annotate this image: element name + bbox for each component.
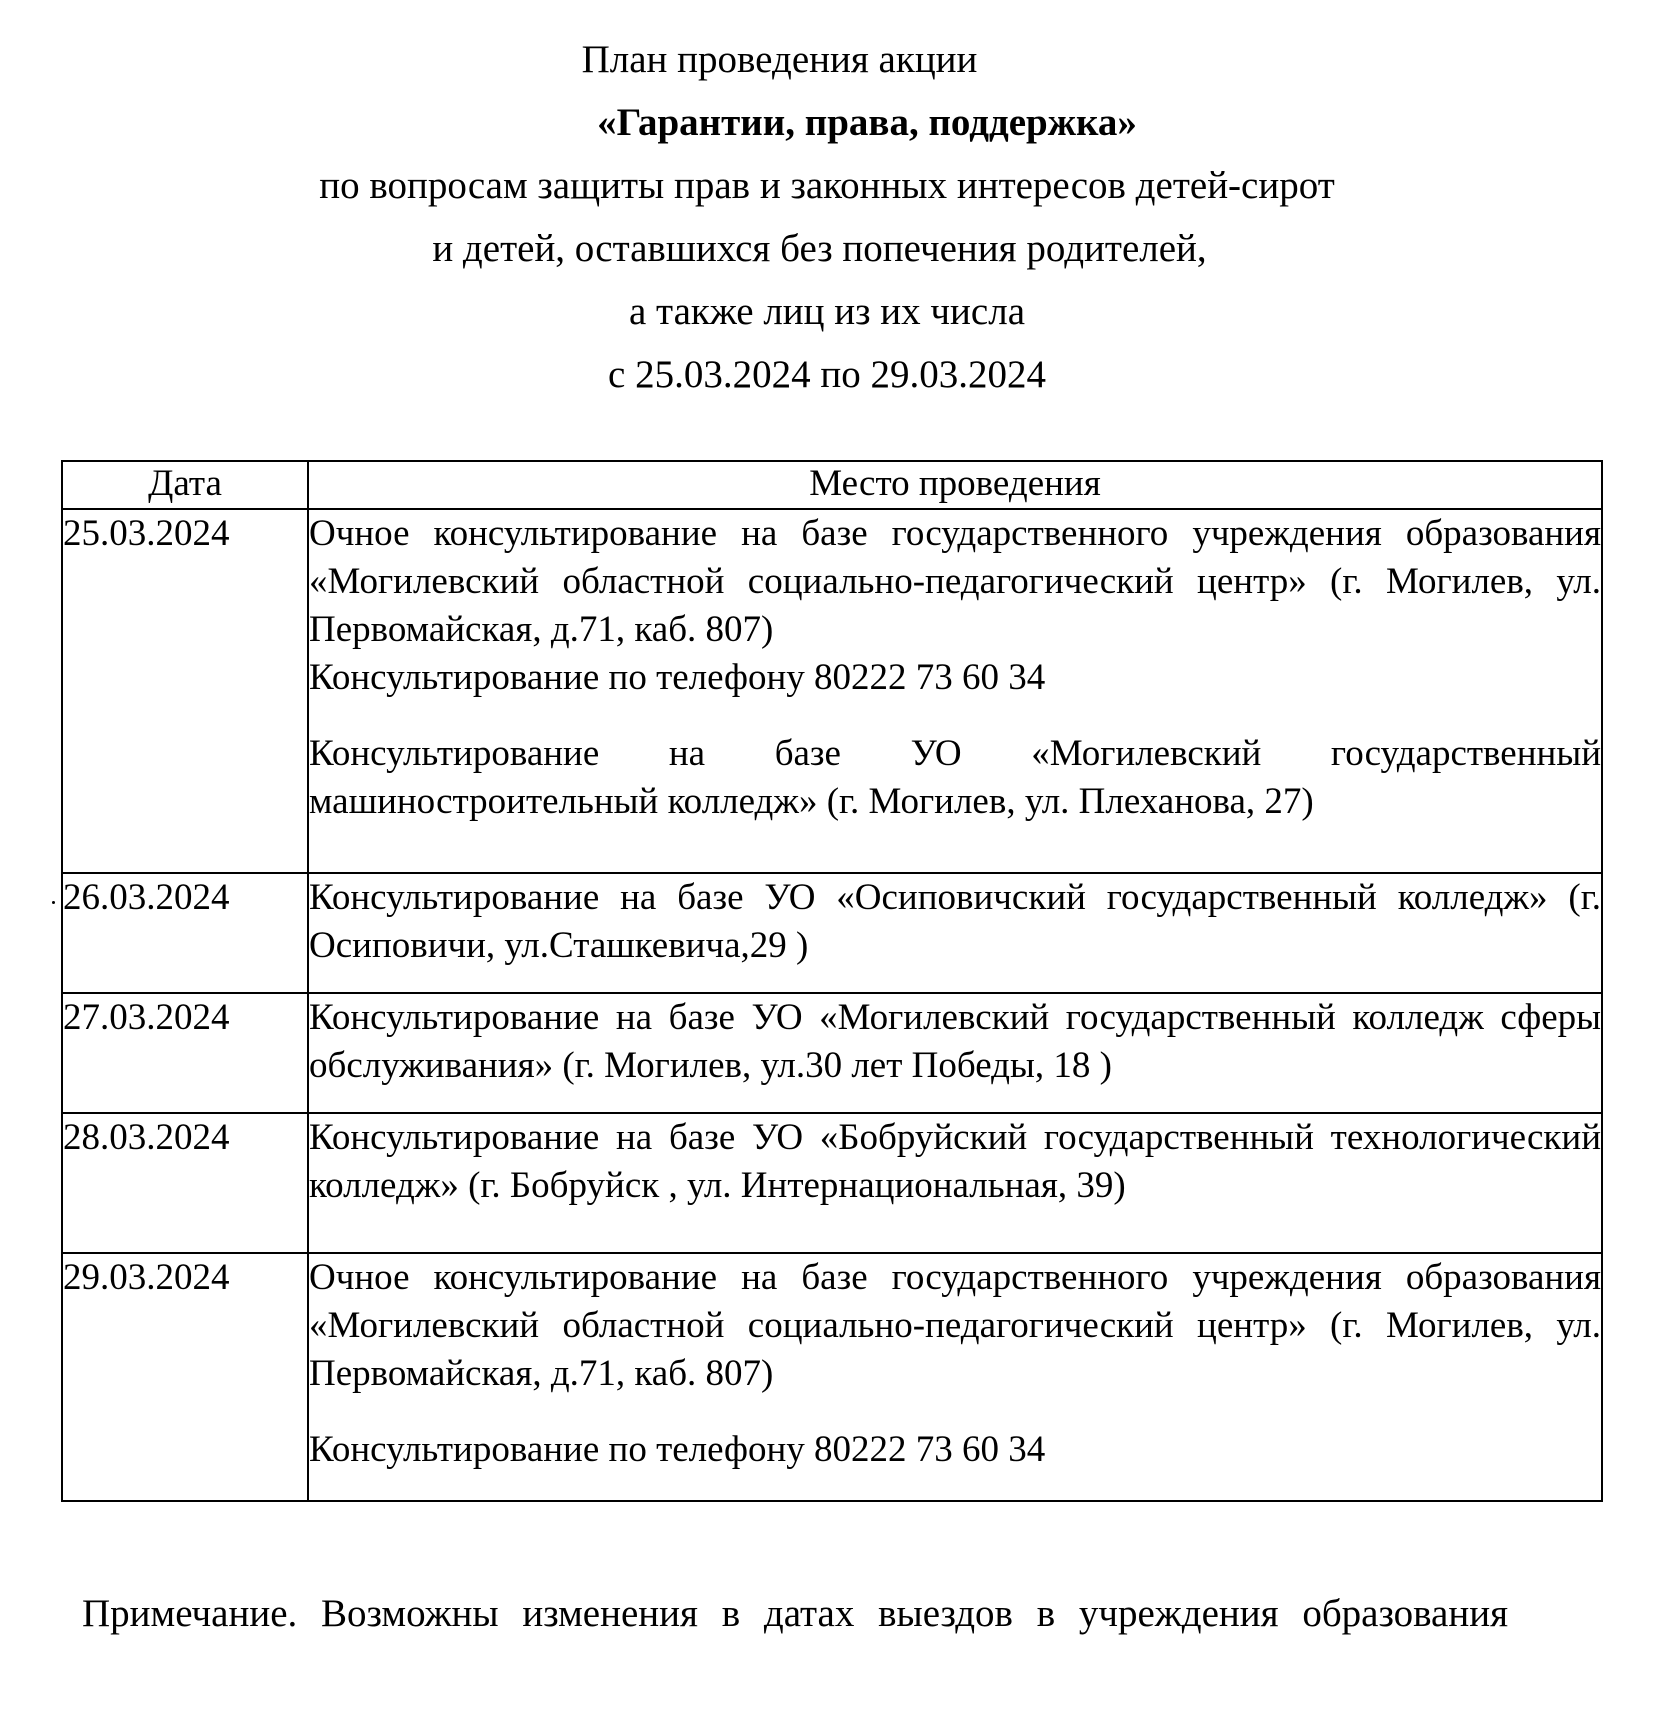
- row-place: [308, 993, 1602, 1113]
- table-row: [62, 1113, 1602, 1253]
- row-place: [308, 873, 1602, 993]
- row-place: [308, 1253, 1602, 1501]
- place-paragraph: Консультирование на базе УО «Осиповичский государственный колледж» (г. Осиповичи, ул.Сташкевича,29 ): [309, 877, 1601, 966]
- table-row: [62, 993, 1602, 1113]
- row-date: 25.03.2024: [62, 509, 308, 873]
- schedule-table: [61, 460, 1603, 1502]
- title-line-period: с 25.03.2024 по 29.03.2024: [608, 353, 1046, 396]
- title-line-campaign-name: «Гарантии, права, поддержка»: [597, 101, 1137, 144]
- table-row: [62, 509, 1602, 873]
- place-paragraph: Очное консультирование на базе государственного учреждения образования «Могилевский областной социально-педагогический центр» (г. Могилев, ул. Первомайская, д.71, каб. 807): [309, 513, 1601, 650]
- place-paragraph: Очное консультирование на базе государственного учреждения образования «Могилевский областной социально-педагогический центр» (г. Могилев, ул. Первомайская, д.71, каб. 807): [309, 1257, 1601, 1394]
- row-date: 27.03.2024: [62, 993, 308, 1113]
- table-header-row: [62, 461, 1602, 509]
- row-date: 28.03.2024: [62, 1113, 308, 1253]
- column-header-place: Место проведения: [308, 461, 1602, 509]
- row-place: [308, 1113, 1602, 1253]
- title-line-plan: План проведения акции: [581, 38, 978, 81]
- place-paragraph: Консультирование по телефону 80222 73 60 34: [309, 1429, 1046, 1470]
- place-paragraph: Консультирование на базе УО «Могилевский государственный колледж сферы обслуживания» (г. Могилев, ул.30 лет Победы, 18 ): [309, 997, 1601, 1086]
- table-row: [62, 1253, 1602, 1501]
- row-date: 26.03.2024: [62, 873, 308, 993]
- document-title-block: [0, 28, 1654, 406]
- footnote: Примечание. Возможны изменения в датах выездов в учреждения образования: [82, 1592, 1509, 1635]
- scan-artifact-dot: [52, 901, 55, 904]
- table-row: [62, 873, 1602, 993]
- place-paragraph: Консультирование на базе УО «Бобруйский государственный технологический колледж» (г. Бобруйск , ул. Интернациональная, 39): [309, 1117, 1601, 1206]
- column-header-date: Дата: [62, 461, 308, 509]
- title-line-subject: по вопросам защиты прав и законных интересов детей-сирот: [319, 164, 1335, 207]
- place-paragraph: Консультирование на базе УО «Могилевский государственный машиностроительный колледж» (г. Могилев, ул. Плеханова, 27): [309, 733, 1601, 822]
- place-paragraph: Консультирование по телефону 80222 73 60 34: [309, 657, 1046, 698]
- title-line-subject-end: а также лиц из их числа: [629, 290, 1025, 333]
- row-date: 29.03.2024: [62, 1253, 308, 1501]
- row-place: [308, 509, 1602, 873]
- title-line-subject-cont: и детей, оставшихся без попечения родителей,: [432, 227, 1207, 270]
